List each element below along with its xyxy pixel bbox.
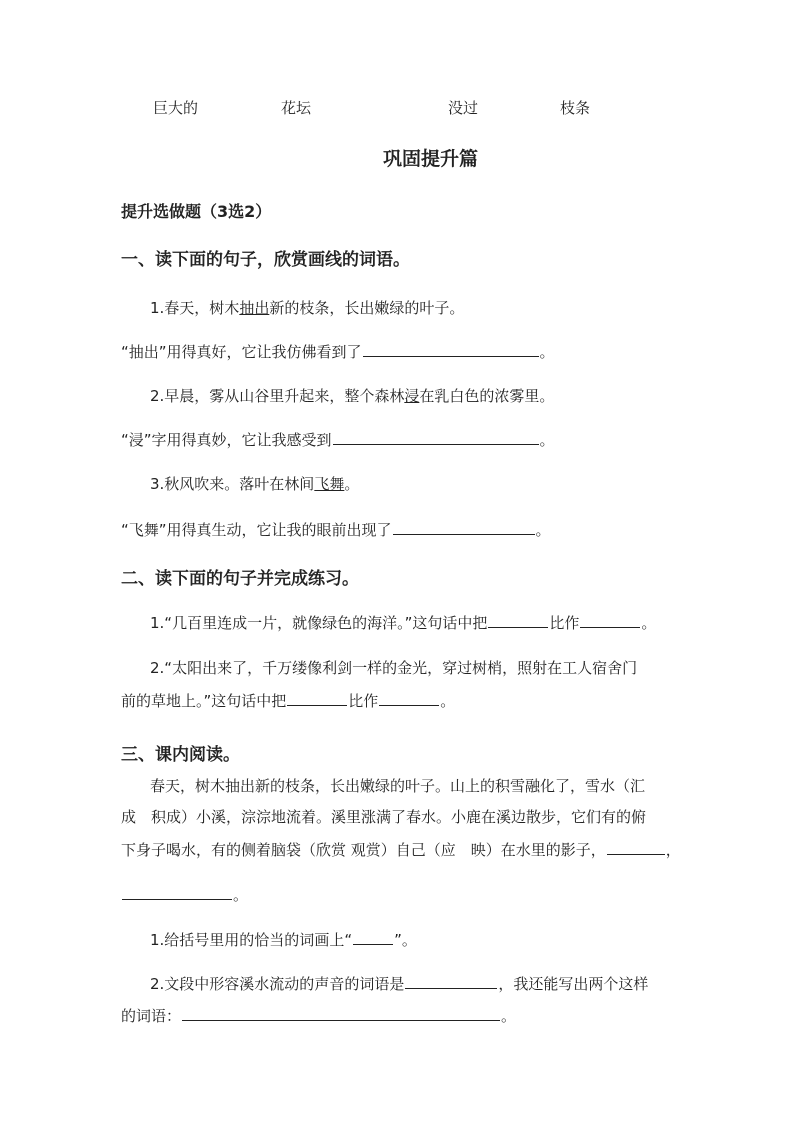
q1-sentence-1: 1.春天，树木抽出新的枝条，长出嫩绿的叶子。 (150, 299, 465, 317)
q3-paragraph-line-1: 春天，树木抽出新的枝条，长出嫩绿的叶子。山上的积雪融化了，雪水（汇 (150, 777, 646, 795)
answer-blank[interactable] (488, 626, 548, 628)
q3-question-2: 2.文段中形容溪水流动的声音的词语是 ，我还能写出两个这样 (150, 975, 649, 993)
answer-blank[interactable] (182, 1019, 500, 1021)
q1-heading: 一、读下面的句子，欣赏画线的词语。 (121, 250, 410, 270)
q1-sentence-3: 3.秋风吹来。落叶在林间飞舞。 (150, 475, 360, 493)
answer-blank[interactable] (379, 704, 439, 706)
q3-paragraph-line-3: 下身子喝水，有的侧着脑袋（欣赏 观赏）自己（应 映）在水里的影子， ， (121, 841, 681, 859)
answer-blank[interactable] (122, 898, 232, 900)
q1-answer-2: “浸”字用得真妙，它让我感受到 。 (121, 431, 555, 449)
answer-blank[interactable] (287, 704, 347, 706)
q3-paragraph-line-4: 。 (121, 884, 248, 905)
q3-paragraph-line-2: 成 积成）小溪，淙淙地流着。溪里涨满了春水。小鹿在溪边散步，它们有的俯 (121, 808, 647, 826)
underlined-word: 浸 (404, 387, 420, 405)
word-4: 枝条 (560, 99, 591, 117)
answer-blank[interactable] (363, 355, 539, 357)
word-2: 花坛 (281, 99, 312, 117)
section-title: 巩固提升篇 (383, 148, 479, 170)
answer-blank[interactable] (333, 443, 539, 445)
answer-blank[interactable] (353, 943, 393, 945)
word-3: 没过 (448, 99, 479, 117)
q1-sentence-2: 2.早晨，雾从山谷里升起来，整个森林浸在乳白色的浓雾里。 (150, 387, 555, 405)
q2-sentence-2-line-1: 2.“太阳出来了，千万缕像利剑一样的金光，穿过树梢，照射在工人宿舍门 (150, 659, 638, 677)
q2-sentence-2-line-2: 前的草地上。”这句话中把 比作 。 (121, 692, 456, 710)
subtitle: 提升选做题（3选2） (121, 202, 272, 221)
answer-blank[interactable] (405, 987, 497, 989)
q3-heading: 三、课内阅读。 (121, 745, 240, 765)
q2-sentence-1: 1.“几百里连成一片，就像绿色的海洋。”这句话中把 比作 。 (150, 614, 657, 632)
q3-question-2-line-2: 的词语： 。 (121, 1007, 517, 1025)
q1-answer-1: “抽出”用得真好，它让我仿佛看到了 。 (121, 343, 555, 361)
answer-blank[interactable] (393, 533, 535, 535)
answer-blank[interactable] (580, 626, 640, 628)
q2-heading: 二、读下面的句子并完成练习。 (121, 569, 359, 589)
underlined-word: 抽出 (239, 299, 270, 317)
q1-answer-3: “飞舞”用得真生动，它让我的眼前出现了 。 (121, 521, 551, 539)
q3-question-1: 1.给括号里用的恰当的词画上“ ”。 (150, 931, 417, 949)
answer-blank[interactable] (607, 853, 665, 855)
underlined-word: 飞舞 (314, 475, 345, 493)
word-1: 巨大的 (153, 99, 199, 117)
